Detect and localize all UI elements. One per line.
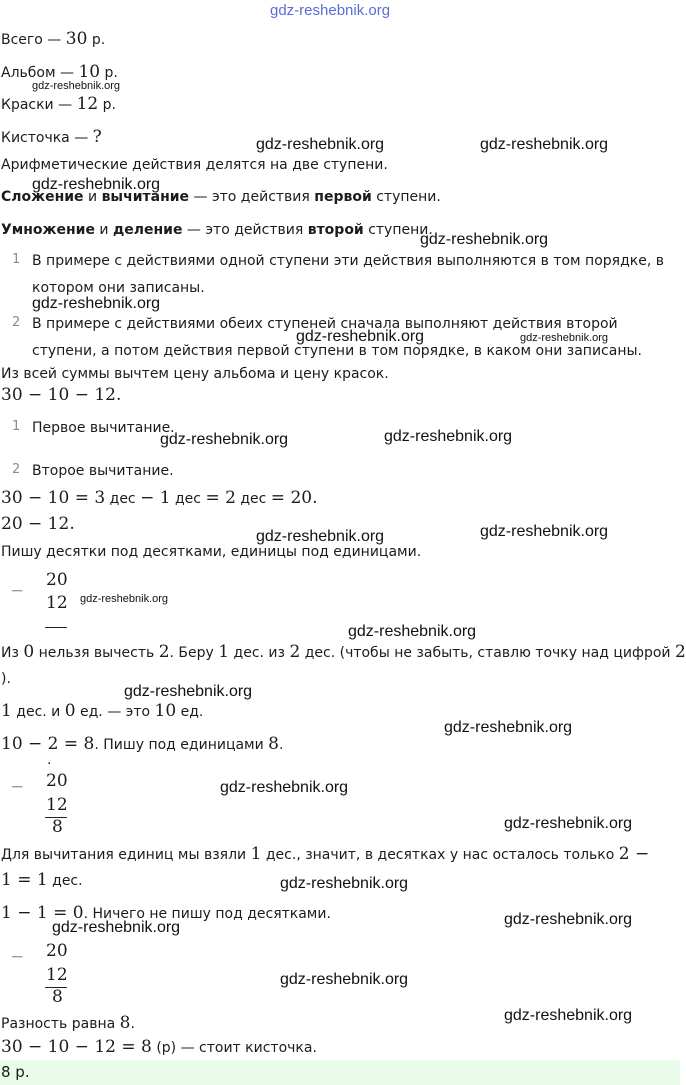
subtrahend: 12 xyxy=(46,965,68,985)
tens-to-ones: 1 дес. и 0 ед. — это 10 ед. xyxy=(1,701,204,721)
minuend: 20 xyxy=(46,570,68,590)
step-text: Второе вычитание. xyxy=(32,463,174,479)
column-note: Пишу десятки под десятками, единицы под единицами. xyxy=(1,544,422,560)
watermark: gdz-reshebnik.org xyxy=(220,779,349,796)
watermark: gdz-reshebnik.org xyxy=(480,523,609,540)
subtract-plan: Из всей суммы вычтем цену альбома и цену красок. xyxy=(1,366,389,382)
subtrahend: 12 xyxy=(46,593,68,613)
minuend: 20 xyxy=(46,941,68,961)
rule-second-stage: Умножение и деление — это действия второй ступени. xyxy=(1,222,433,238)
tens-calc: 1 − 1 = 0. Ничего не пишу под десятками. xyxy=(1,903,331,923)
given-album: Альбом — 10 р. xyxy=(1,62,118,82)
watermark: gdz-reshebnik.org xyxy=(270,2,391,19)
watermark: gdz-reshebnik.org xyxy=(384,428,513,445)
minus-sign: − xyxy=(10,581,25,601)
watermark: gdz-reshebnik.org xyxy=(256,136,385,153)
rule-first-stage: Сложение и вычитание — это действия первой ступени. xyxy=(1,189,441,205)
list-item: В примере с действиями одной ступени эти действия выполняются в том порядке, в xyxy=(32,253,664,269)
watermark: gdz-reshebnik.org xyxy=(280,971,409,988)
result: 8 xyxy=(52,817,63,837)
watermark: gdz-reshebnik.org xyxy=(280,875,409,892)
step-text: Первое вычитание. xyxy=(32,420,175,436)
minus-sign: − xyxy=(10,947,25,967)
watermark: gdz-reshebnik.org xyxy=(520,332,609,344)
given-brush: Кисточка — ? xyxy=(1,127,102,147)
given-total: Всего — 30 р. xyxy=(1,29,106,49)
watermark: gdz-reshebnik.org xyxy=(256,528,385,545)
watermark: gdz-reshebnik.org xyxy=(296,328,425,345)
final-expression: 30 − 10 − 12 = 8 (р) — стоит кисточка. xyxy=(1,1037,317,1057)
ones-calc: 10 − 2 = 8. Пишу под единицами 8. xyxy=(1,734,284,754)
watermark: gdz-reshebnik.org xyxy=(504,911,633,928)
borrow-explanation-end: ). xyxy=(1,671,11,687)
list-item: котором они записаны. xyxy=(32,280,205,296)
list-item: ступени, а потом действия первой ступени в том порядке, в каком они записаны. xyxy=(32,343,642,359)
remaining-tens-end: 1 = 1 дес. xyxy=(1,870,83,890)
answer-box xyxy=(0,1060,680,1085)
watermark: gdz-reshebnik.org xyxy=(52,919,181,936)
watermark: gdz-reshebnik.org xyxy=(124,683,253,700)
step-number: 2 xyxy=(12,462,21,477)
expression: 20 − 12. xyxy=(1,514,75,534)
list-number: 1 xyxy=(12,252,21,267)
column-line xyxy=(45,627,67,628)
list-item: В примере с действиями обеих ступеней сначала выполняют действия второй xyxy=(32,316,618,332)
given-paints: Краски — 12 р. xyxy=(1,94,116,114)
watermark: gdz-reshebnik.org xyxy=(504,815,633,832)
watermark: gdz-reshebnik.org xyxy=(32,176,161,193)
watermark: gdz-reshebnik.org xyxy=(348,623,477,640)
subtrahend: 12 xyxy=(46,795,68,815)
result: 8 xyxy=(52,987,63,1007)
step-number: 1 xyxy=(12,419,21,434)
watermark: gdz-reshebnik.org xyxy=(32,295,161,312)
borrow-explanation: Из 0 нельзя вычесть 2. Беру 1 дес. из 2 дес. (чтобы не забыть, ставлю точку над цифрой 2 xyxy=(1,642,686,662)
watermark: gdz-reshebnik.org xyxy=(80,593,169,605)
expression: 30 − 10 − 12. xyxy=(1,385,122,405)
remaining-tens: Для вычитания единиц мы взяли 1 дес., значит, в десятках у нас осталось только 2 − xyxy=(1,844,650,864)
watermark: gdz-reshebnik.org xyxy=(160,431,289,448)
first-subtraction: 30 − 10 = 3 дес − 1 дес = 2 дес = 20. xyxy=(1,488,318,508)
difference: Разность равна 8. xyxy=(1,1013,135,1033)
watermark: gdz-reshebnik.org xyxy=(420,231,549,248)
watermark: gdz-reshebnik.org xyxy=(32,80,121,92)
minus-sign: − xyxy=(10,777,25,797)
answer: 8 р. xyxy=(1,1063,30,1081)
list-number: 2 xyxy=(12,315,21,330)
borrow-dot: . xyxy=(47,752,52,768)
rule-intro: Арифметические действия делятся на две ступени. xyxy=(1,157,388,173)
minuend: 20 xyxy=(46,771,68,791)
watermark: gdz-reshebnik.org xyxy=(504,1007,633,1024)
watermark: gdz-reshebnik.org xyxy=(480,136,609,153)
watermark: gdz-reshebnik.org xyxy=(444,719,573,736)
